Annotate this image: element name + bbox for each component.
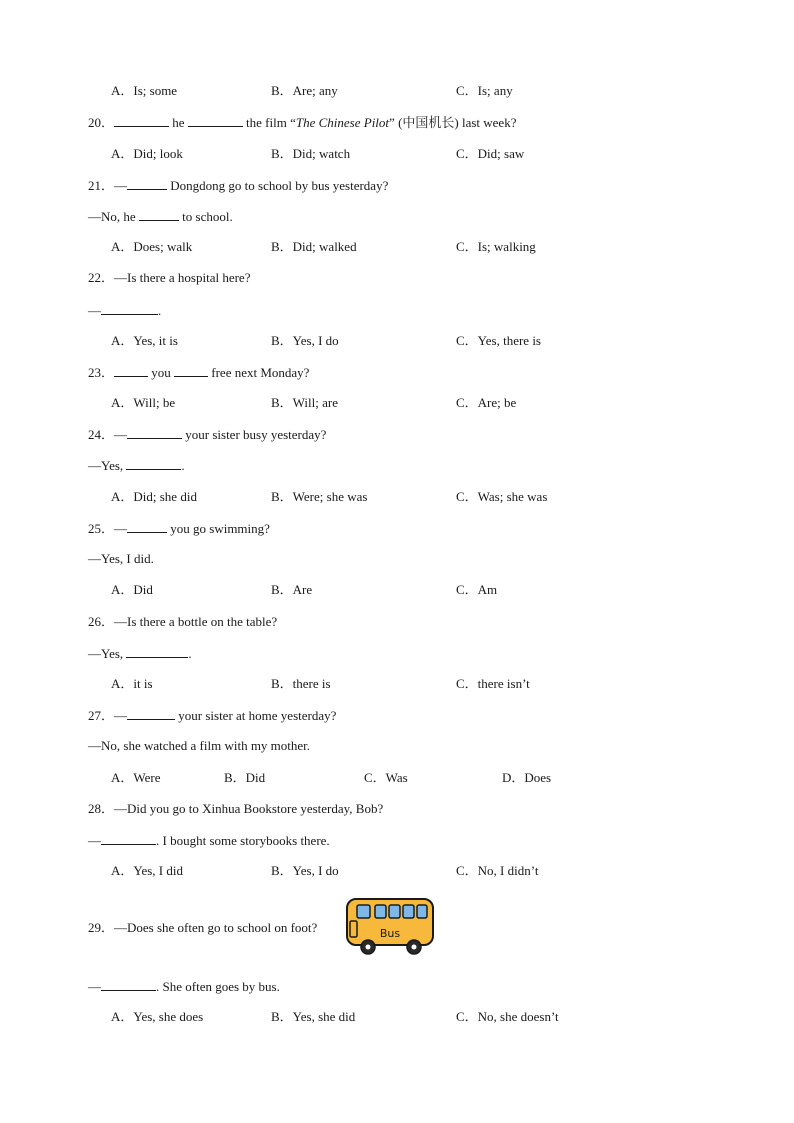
q24-question bbox=[88, 426, 326, 443]
bus-window bbox=[417, 905, 427, 918]
q22-question bbox=[88, 270, 250, 286]
q22-option-c: C．Yes, there is bbox=[456, 333, 541, 348]
q21-number: 21．— bbox=[88, 178, 128, 193]
bus-hubcap bbox=[412, 945, 417, 950]
q29-answer bbox=[88, 978, 280, 995]
q23-number: 23． bbox=[88, 365, 115, 380]
q28-answer-text-2: . I bought some storybooks there. bbox=[156, 833, 330, 848]
q24-option-c: C．Was; she was bbox=[456, 489, 548, 504]
bus-hubcap bbox=[366, 945, 371, 950]
bus-window bbox=[389, 905, 400, 918]
q28-number: 28． bbox=[88, 801, 115, 816]
q20-film-title: The Chinese Pilot bbox=[295, 115, 390, 130]
q29-text: —Does she often go to school on foot? bbox=[114, 920, 318, 935]
q20-option-a: A．Did; look bbox=[111, 146, 183, 161]
q24-text-1: your sister busy yesterday? bbox=[182, 427, 327, 442]
q20-blank-1 bbox=[114, 114, 169, 127]
q25-option-a: A．Did bbox=[111, 582, 153, 597]
bus-window bbox=[403, 905, 414, 918]
q28-option-c: C．No, I didn’t bbox=[456, 863, 539, 878]
q19-option-c: C．Is; any bbox=[456, 83, 513, 98]
q29-answer-text-2: . She often goes by bus. bbox=[156, 979, 280, 994]
q20-option-b: B．Did; watch bbox=[271, 146, 351, 161]
q24-blank-1 bbox=[127, 426, 182, 439]
q28-question bbox=[88, 801, 383, 817]
q28-option-a: A．Yes, I did bbox=[111, 863, 183, 878]
bus-door bbox=[350, 921, 357, 937]
q24-option-a: A．Did; she did bbox=[111, 489, 197, 504]
q26-option-c: C．there isn’t bbox=[456, 676, 530, 691]
q21-blank-1 bbox=[127, 177, 167, 190]
q22-answer-text-2: . bbox=[158, 303, 162, 318]
q27-option-a: A．Were bbox=[111, 770, 161, 785]
q20-text-2: the film “ bbox=[242, 115, 296, 130]
q23-option-a: A．Will; be bbox=[111, 395, 176, 410]
q27-option-b: B．Did bbox=[224, 770, 266, 785]
q21-answer-text-1: —No, he bbox=[88, 209, 139, 224]
q27-answer: —No, she watched a film with my mother. bbox=[88, 738, 311, 753]
q21-option-a: A．Does; walk bbox=[111, 239, 193, 254]
q21-answer-text-2: to school. bbox=[178, 209, 233, 224]
q23-option-c: C．Are; be bbox=[456, 395, 517, 410]
q23-question bbox=[88, 364, 309, 381]
q21-question bbox=[88, 177, 388, 194]
q20-blank-2 bbox=[188, 114, 243, 127]
q26-number: 26． bbox=[88, 614, 115, 629]
q20-text-1: he bbox=[169, 115, 188, 130]
q26-option-a: A．it is bbox=[111, 676, 153, 691]
q25-number: 25．— bbox=[88, 521, 128, 536]
q27-option-d: D．Does bbox=[502, 770, 552, 785]
q21-answer bbox=[88, 208, 233, 225]
q28-option-b: B．Yes, I do bbox=[271, 863, 339, 878]
q24-answer-text-2: . bbox=[181, 458, 185, 473]
q24-option-b: B．Were; she was bbox=[271, 489, 368, 504]
bus-icon bbox=[344, 895, 436, 957]
q29-number: 29． bbox=[88, 920, 115, 935]
q27-blank bbox=[127, 707, 175, 720]
q20-number: 20． bbox=[88, 115, 115, 130]
q19-option-a: A．Is; some bbox=[111, 83, 178, 98]
q26-answer-text-1: —Yes, bbox=[88, 646, 127, 661]
q27-question bbox=[88, 707, 336, 724]
q25-option-b: B．Are bbox=[271, 582, 313, 597]
q20-text-3: ” (中国机长) last week? bbox=[389, 115, 517, 130]
q26-question bbox=[88, 614, 277, 630]
q23-blank-2 bbox=[174, 364, 208, 377]
q19-option-b: B．Are; any bbox=[271, 83, 338, 98]
q29-option-a: A．Yes, she does bbox=[111, 1009, 204, 1024]
q22-option-b: B．Yes, I do bbox=[271, 333, 339, 348]
q21-blank-2 bbox=[139, 208, 179, 221]
q25-blank bbox=[127, 520, 167, 533]
q29-answer-text-1: — bbox=[88, 979, 101, 994]
q23-text-1: you bbox=[148, 365, 175, 380]
q22-number: 22． bbox=[88, 270, 115, 285]
q23-option-b: B．Will; are bbox=[271, 395, 338, 410]
q21-text-1: Dongdong go to school by bus yesterday? bbox=[167, 178, 389, 193]
q27-option-c: C．Was bbox=[364, 770, 408, 785]
q28-blank bbox=[101, 832, 156, 845]
q29-option-b: B．Yes, she did bbox=[271, 1009, 356, 1024]
q26-text: —Is there a bottle on the table? bbox=[114, 614, 278, 629]
q22-blank bbox=[101, 302, 158, 315]
q28-text: —Did you go to Xinhua Bookstore yesterday, Bob? bbox=[114, 801, 384, 816]
q26-option-b: B．there is bbox=[271, 676, 331, 691]
q20-option-c: C．Did; saw bbox=[456, 146, 525, 161]
q21-option-c: C．Is; walking bbox=[456, 239, 536, 254]
q24-blank-2 bbox=[126, 457, 181, 470]
q25-question bbox=[88, 520, 270, 537]
q27-text-1: your sister at home yesterday? bbox=[175, 708, 337, 723]
q24-answer-text-1: —Yes, bbox=[88, 458, 127, 473]
q22-text: —Is there a hospital here? bbox=[114, 270, 251, 285]
q24-number: 24．— bbox=[88, 427, 128, 442]
q29-question bbox=[88, 920, 317, 936]
q21-option-b: B．Did; walked bbox=[271, 239, 357, 254]
q22-option-a: A．Yes, it is bbox=[111, 333, 178, 348]
q23-blank-1 bbox=[114, 364, 148, 377]
q20-question bbox=[88, 114, 516, 131]
q28-answer bbox=[88, 832, 330, 849]
q28-answer-text-1: — bbox=[88, 833, 101, 848]
q25-option-c: C．Am bbox=[456, 582, 498, 597]
bus-window bbox=[375, 905, 386, 918]
q22-answer-text-1: — bbox=[88, 303, 101, 318]
q24-answer bbox=[88, 457, 185, 474]
bus-label: Bus bbox=[379, 927, 401, 940]
bus-window bbox=[357, 905, 370, 918]
q26-answer bbox=[88, 645, 192, 662]
q25-answer: —Yes, I did. bbox=[88, 551, 154, 566]
q26-answer-text-2: . bbox=[188, 646, 192, 661]
q26-blank bbox=[126, 645, 188, 658]
q27-number: 27．— bbox=[88, 708, 128, 723]
q23-text-2: free next Monday? bbox=[208, 365, 310, 380]
q25-text-1: you go swimming? bbox=[167, 521, 270, 536]
q22-answer bbox=[88, 302, 161, 319]
q29-option-c: C．No, she doesn’t bbox=[456, 1009, 559, 1024]
q29-blank bbox=[101, 978, 156, 991]
